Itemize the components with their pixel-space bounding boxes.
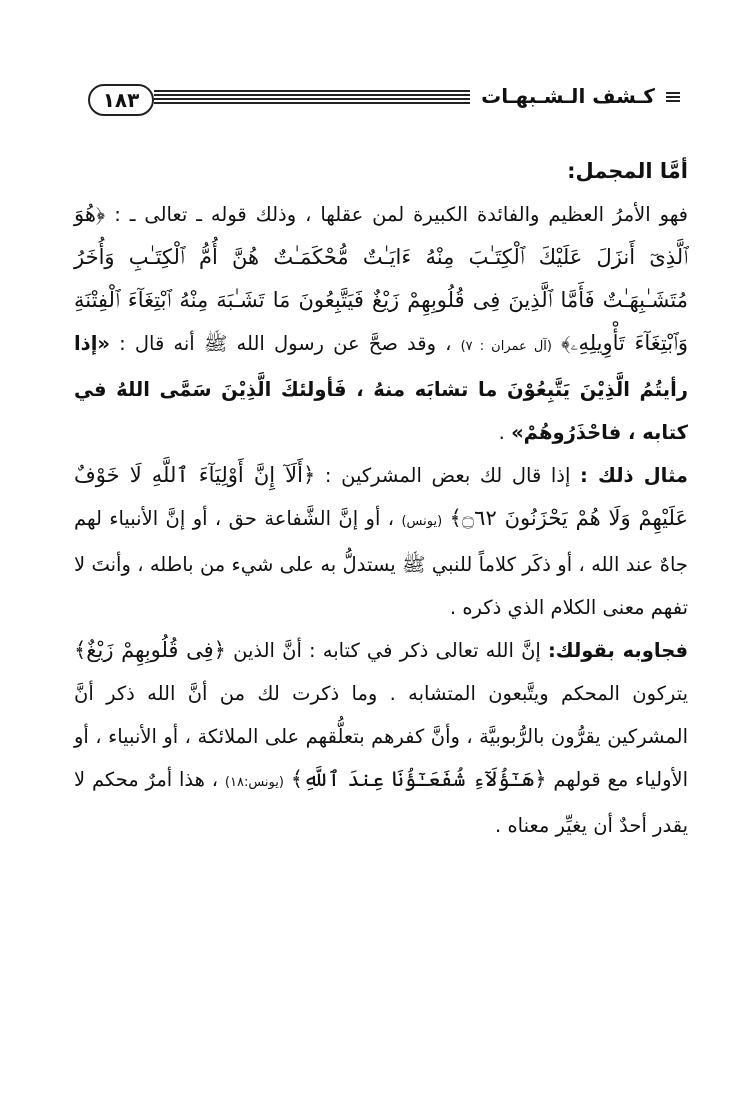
body-text: ، هذا أمرٌ محكم لا يقدر أحدٌ أن يغيِّر معناه . [74, 768, 688, 837]
verse-reference: (آل عمران : ٧) [460, 339, 552, 354]
body-text: ، وقد صحَّ عن رسول الله ﷺ أنه قال : [119, 332, 452, 355]
paragraph-answer [74, 629, 688, 847]
running-header [88, 84, 680, 114]
answer-lead: فجاوبه بقولك: [548, 639, 689, 662]
intro-text: إذا قال لك بعض المشركين : [324, 464, 571, 487]
intro-text: إنَّ الله تعالى ذكر في كتابه : أنَّ الذين [233, 639, 541, 662]
body-text: ، أو إنَّ الشَّفاعة حق ، أو إنَّ الأنبياء لهم جاهٌ عند الله ، أو ذكَر كلاماً للنبي ﷺ يستدلُّ به على شيء من باطله ، وأنتَ لا تفهم معنى الكلام الذي ذكره . [74, 507, 688, 619]
paragraph-example [74, 454, 688, 629]
hadith-text: «إذا رأيتُمُ الَّذِيْنَ يَتَّبِعُوْنَ ما تشابَه منهُ ، فَأولئكَ الَّذِيْنَ سَمَّى اللهُ في كتابه ، فاحْذَرُوهُمْ» [74, 332, 688, 444]
end-punct: . [498, 421, 505, 444]
section-heading: أمَّا المجمل: [567, 159, 688, 183]
quran-verse: ﴿أَلَآ إِنَّ أَوْلِيَآءَ ٱللَّهِ لَا خَوْفٌ عَلَيْهِمْ وَلَا هُمْ يَحْزَنُونَ ۝٦٢﴾ [74, 463, 688, 530]
page-number-badge: ١٨٣ [88, 84, 154, 116]
header-rule-left [154, 90, 470, 104]
header-rule-right [666, 92, 680, 102]
intro-text: فهو الأمرُ العظيم والفائدة الكبيرة لمن عقلها ، وذلك قوله ـ تعالى ـ : [114, 203, 689, 226]
quran-verse: ﴿هُوَ ٱلَّذِىٓ أَنزَلَ عَلَيْكَ ٱلْكِتَـٰبَ مِنْهُ ءَايَـٰتٌ مُّحْكَمَـٰتٌ هُنَّ أُمُّ ٱلْكِتَـٰبِ وَأُخَرُ مُتَشَـٰبِهَـٰتٌ فَأَمَّا ٱلَّذِينَ فِى قُلُوبِهِمْ زَيْغٌ فَيَتَّبِعُونَ مَا تَشَـٰبَهَ مِنْهُ ٱبْتِغَآءَ ٱلْفِتْنَةِ وَٱبْتِغَآءَ تَأْوِيلِهِۦ﴾ [74, 202, 689, 355]
body-text: يتركون المحكم ويتَّبعون المتشابه . وما ذكرت لك من أنَّ الله ذكر أنَّ المشركين يقرُّون بالرُّبوبيَّة ، وأنَّ كفرهم بتعلُّقهم على الملائكة ، أو الأنبياء ، أو الأولياء مع قولهم [74, 682, 689, 791]
paragraph-mujmal [74, 193, 688, 454]
verse-reference: (يونس:١٨) [224, 775, 284, 790]
page-body [74, 150, 688, 847]
example-lead: مثال ذلك : [580, 464, 688, 487]
quran-verse: ﴿فِى قُلُوبِهِمْ زَيْغٌ﴾ [74, 638, 226, 662]
quran-verse: ﴿هَـٰٓؤُلَآءِ شُفَعَـٰٓؤُنَا عِندَ ٱللَّهِ﴾ [290, 767, 547, 791]
book-title: كـشف الـشـبهـات [481, 84, 655, 108]
verse-reference: (يونس) [401, 514, 443, 529]
